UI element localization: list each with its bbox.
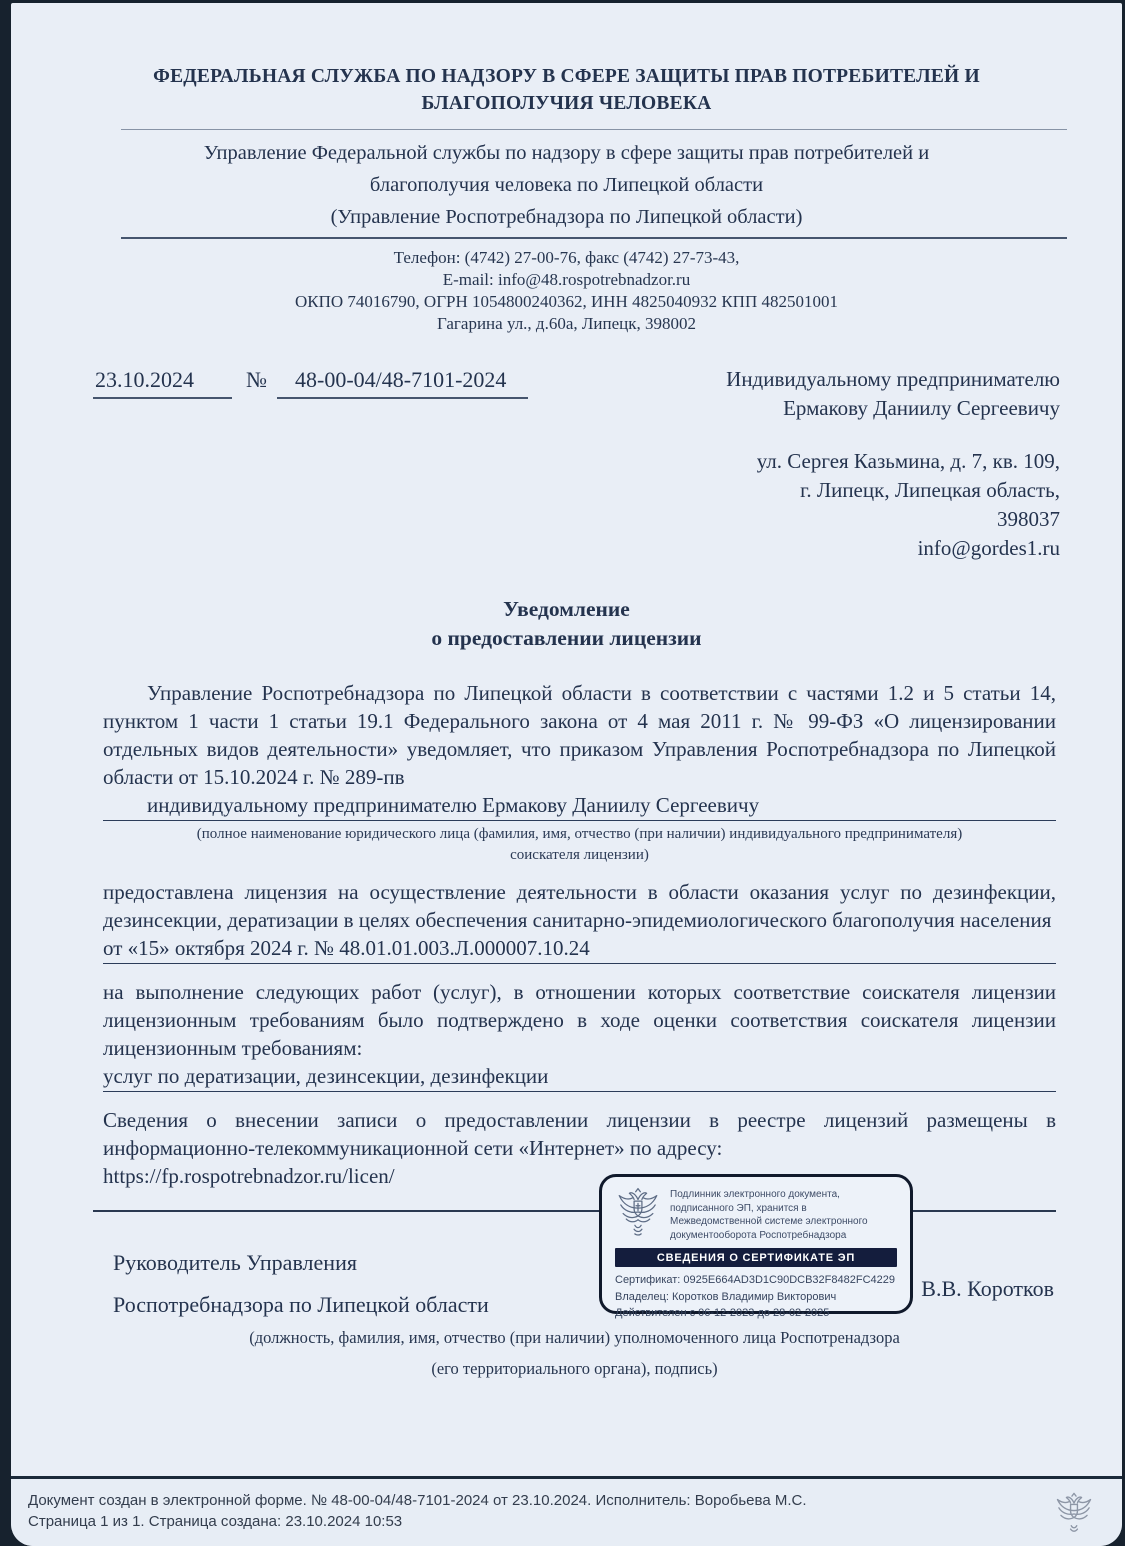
- registry-url: https://fp.rospotrebnadzor.ru/licen/: [103, 1164, 395, 1188]
- stamp-header: [613, 1186, 899, 1243]
- body-paragraph-2: [103, 878, 1056, 964]
- eagle-emblem-icon: [613, 1186, 663, 1243]
- body-paragraph-4: [103, 1106, 1056, 1190]
- spacer: [103, 1092, 1056, 1106]
- recipient-address-line-2: г. Липецк, Липецкая область,: [800, 478, 1060, 502]
- signature-caption-line-2: (его территориального органа), подпись): [431, 1359, 718, 1378]
- footer-line-2: Страница 1 из 1. Страница создана: 23.10.2024 10:53: [28, 1513, 403, 1530]
- spacer: [103, 866, 1056, 878]
- recipient-address-line-1: ул. Сергея Казьмина, д. 7, кв. 109,: [756, 449, 1060, 473]
- reference-row: [93, 365, 1060, 563]
- licensee-field-caption: (полное наименование юридического лица (фамилия, имя, отчество (при наличии) индивидуального предпринимателя) соискателя лицензии): [196, 826, 963, 863]
- body-paragraph-2-text: предоставлена лицензия на осуществление деятельности в области оказания услуг по дезинфекции, дезинсекции, дератизации в целях обеспечения санитарно-эпидемиологического благополучия населения: [103, 880, 1056, 932]
- services-list-underlined: услуг по дератизации, дезинсекции, дезинфекции: [103, 1062, 1056, 1092]
- body-paragraph-3: [103, 978, 1056, 1092]
- recipient-postcode: 398037: [997, 507, 1060, 531]
- number-sign: №: [246, 367, 267, 392]
- signer-name: В.В. Коротков: [921, 1276, 1054, 1301]
- recipient-line-1: Индивидуальному предпринимателю: [726, 367, 1060, 391]
- document-date: 23.10.2024: [93, 367, 232, 399]
- license-date-number-underlined: от «15» октября 2024 г. № 48.01.01.003.Л.000007.10.24: [103, 934, 1056, 964]
- footer-eagle-icon: [1052, 1491, 1096, 1537]
- stamp-notice: Подлинник электронного документа, подписанного ЭП, хранится в Межведомственной системе электронного документооборота Роспотребнадзора: [670, 1189, 868, 1241]
- reference-left: [93, 365, 528, 563]
- licensee-name-underlined: индивидуальному предпринимателю Ермакову Даниилу Сергеевичу: [103, 791, 1056, 821]
- body-paragraph-1-text: Управление Роспотребнадзора по Липецкой области в соответствии с частями 1.2 и 5 статьи 14, пунктом 1 части 1 статьи 19.1 Федерального закона от 4 мая 2011 г. № 99-ФЗ «О лицензировании отдельных видов деятельности» уведомляет, что приказом Управления Роспотребнадзора по Липецкой области от 15.10.2024 г. № 289-пв: [103, 681, 1056, 789]
- body-paragraph-1: [103, 679, 1056, 821]
- contact-email-line: E-mail: info@48.rospotrebnadzor.ru: [442, 270, 691, 289]
- signature-caption: [93, 1322, 1056, 1384]
- stamp-validity: Действителен с 06-12-2023 до 28-02-2025: [615, 1307, 830, 1319]
- contact-address-line: Гагарина ул., д.60а, Липецк, 398002: [436, 314, 697, 333]
- letterhead: [11, 3, 1122, 335]
- recipient-line-2: Ермакову Даниилу Сергеевичу: [783, 396, 1060, 420]
- footer-bar: [11, 1476, 1122, 1546]
- e-signature-stamp: [599, 1174, 913, 1319]
- letterhead-divider-bottom: [121, 237, 1067, 239]
- footer-line-1: Документ создан в электронной форме. № 48-00-04/48-7101-2024 от 23.10.2024. Исполнитель: Воробьева М.С.: [28, 1492, 807, 1509]
- document-title: [11, 595, 1122, 653]
- signer-position: [113, 1242, 489, 1326]
- contact-block: [11, 247, 1122, 335]
- body-paragraph-4-text: Сведения о внесении записи о предоставлении лицензии в реестре лицензий размещены в информационно-телекоммуникационной сети «Интернет» по адресу:: [103, 1108, 1056, 1160]
- recipient-address: [726, 447, 1060, 563]
- document-page: [11, 3, 1122, 1546]
- org-name-secondary: Управление Федеральной службы по надзору в сфере защиты прав потребителей и благополучия человека по Липецкой области: [203, 142, 930, 196]
- signer-position-line-1: Руководитель Управления: [113, 1250, 357, 1275]
- signer-position-line-2: Роспотребнадзора по Липецкой области: [113, 1292, 489, 1317]
- stamp-certificate: Сертификат: 0925E664AD3D1C90DCB32F8482FC4229: [615, 1274, 895, 1286]
- org-name-short: (Управление Роспотребнадзора по Липецкой области): [330, 206, 803, 228]
- stamp-banner: СВЕДЕНИЯ О СЕРТИФИКАТЕ ЭП: [615, 1248, 897, 1267]
- spacer: [103, 964, 1056, 978]
- letterhead-divider-top: [121, 129, 1067, 130]
- recipient-email: info@gordes1.ru: [917, 536, 1060, 560]
- org-name-primary: ФЕДЕРАЛЬНАЯ СЛУЖБА ПО НАДЗОРУ В СФЕРЕ ЗАЩИТЫ ПРАВ ПОТРЕБИТЕЛЕЙ И БЛАГОПОЛУЧИЯ ЧЕЛОВЕКА: [153, 66, 980, 114]
- document-number: 48-00-04/48-7101-2024: [277, 367, 528, 399]
- document-title-line-1: Уведомление: [503, 597, 630, 621]
- stamp-owner: Владелец: Коротков Владимир Викторович: [615, 1290, 837, 1303]
- body-paragraph-3-text: на выполнение следующих работ (услуг), в отношении которых соответствие соискателя лицензии лицензионным требованиям было подтверждено в ходе оценки соответствия соискателя лицензии лицензионным требованиям:: [103, 980, 1056, 1060]
- document-title-line-2: о предоставлении лицензии: [431, 626, 702, 650]
- recipient-block: [726, 365, 1060, 563]
- contact-phone-line: Телефон: (4742) 27-00-76, факс (4742) 27-73-43,: [393, 248, 740, 267]
- document-body: [103, 679, 1056, 1190]
- contact-codes-line: ОКПО 74016790, ОГРН 1054800240362, ИНН 4825040932 КПП 482501001: [295, 292, 838, 311]
- signature-section: [93, 1190, 1056, 1390]
- signature-caption-line-1: (должность, фамилия, имя, отчество (при наличии) уполномоченного лица Роспотренадзора: [249, 1328, 900, 1347]
